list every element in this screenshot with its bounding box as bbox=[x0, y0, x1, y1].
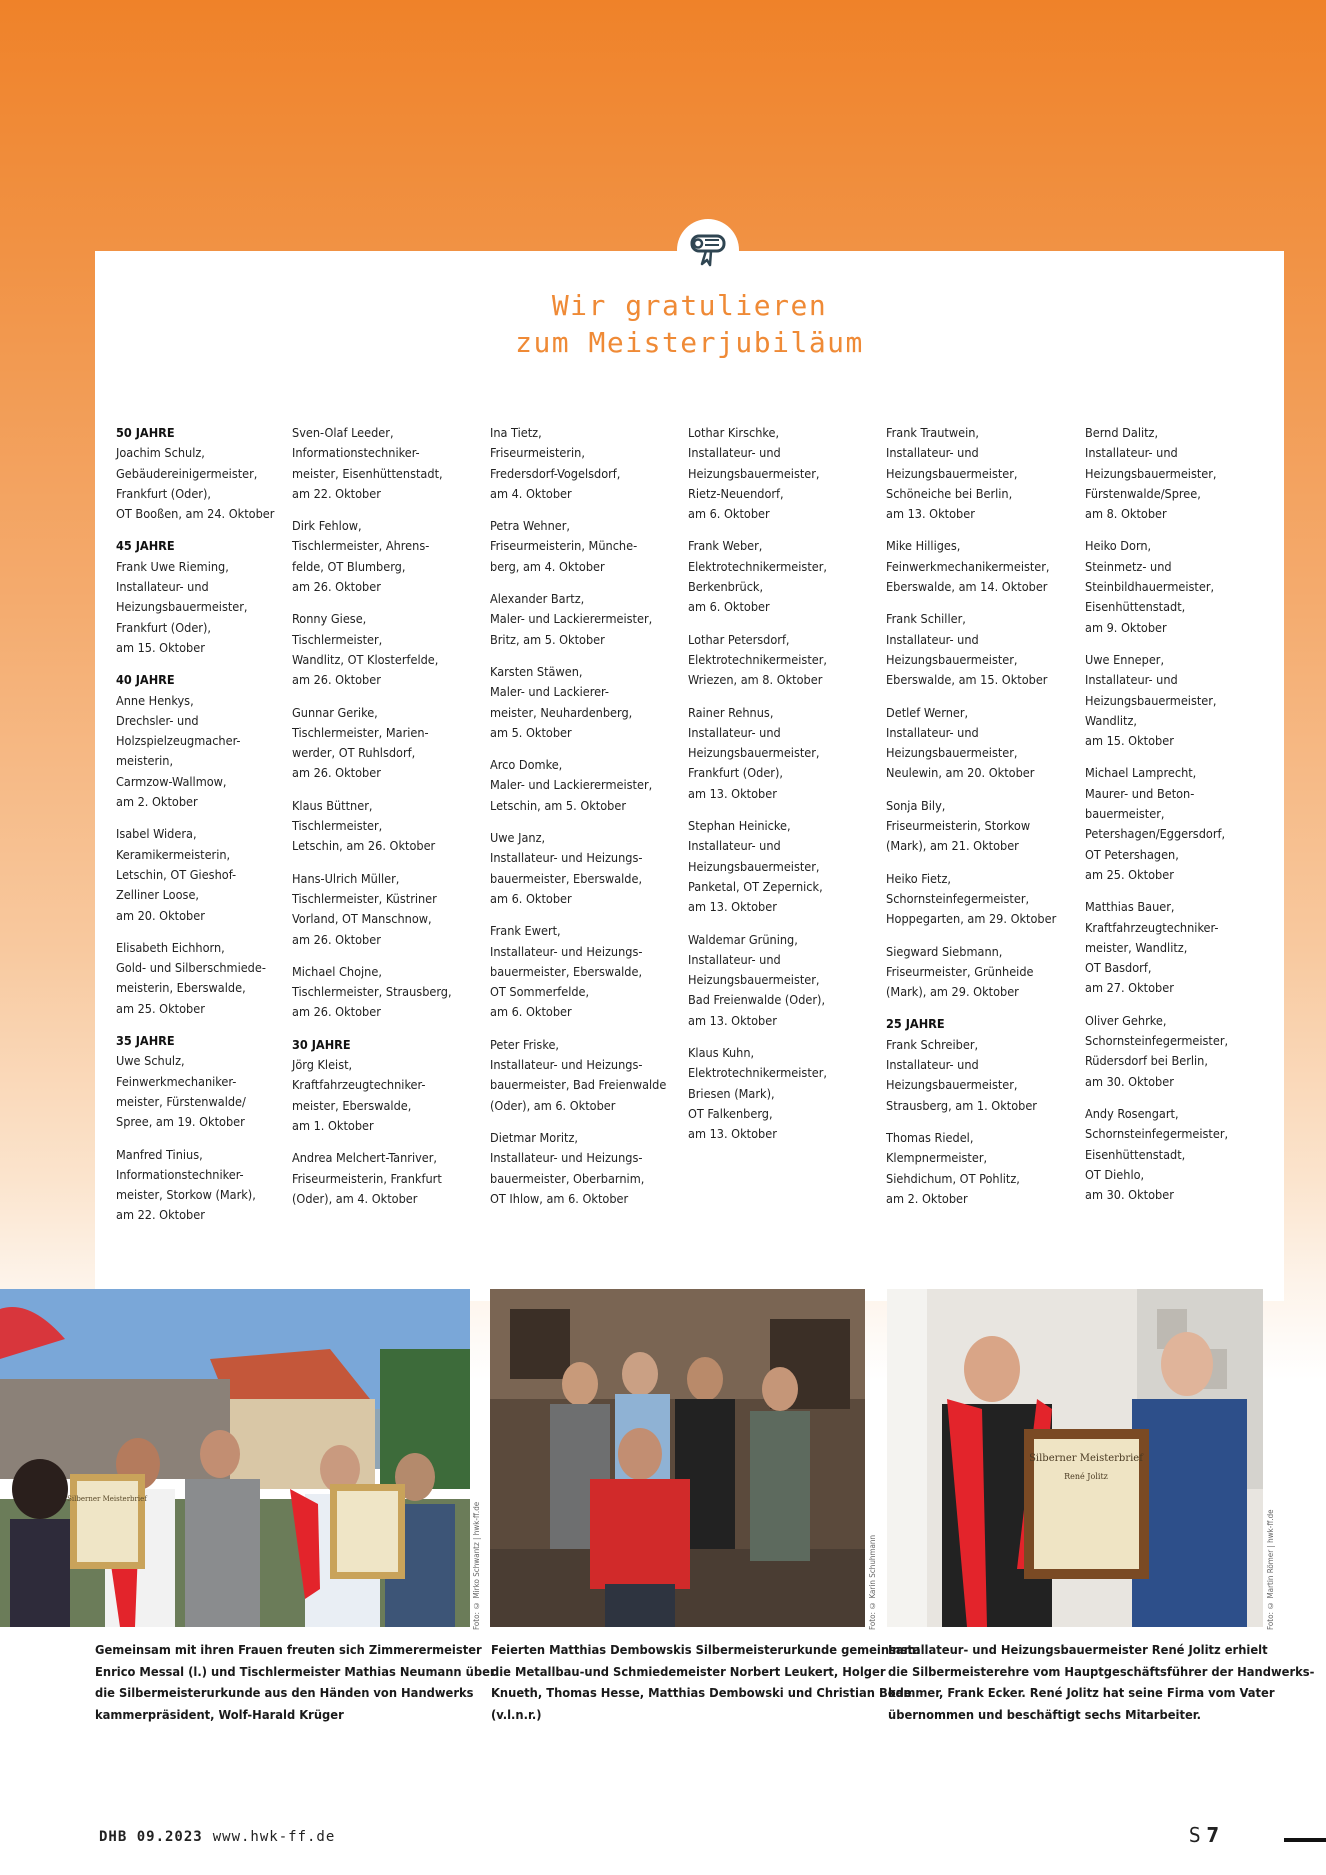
name-column bbox=[116, 423, 306, 1238]
entry-line: Heizungsbauermeister, bbox=[116, 599, 248, 615]
jubilee-entry bbox=[116, 1145, 306, 1226]
entry-line: Installateur- und bbox=[886, 1057, 979, 1073]
entry-line: Joachim Schulz, bbox=[116, 445, 205, 461]
name-column bbox=[1085, 423, 1275, 1217]
entry-line: Steinbildhauermeister, bbox=[1085, 579, 1215, 595]
entry-line: (Oder), am 4. Oktober bbox=[292, 1190, 418, 1206]
entry-line: OT Diehlo, bbox=[1085, 1166, 1145, 1182]
entry-line: Installateur- und Heizungs- bbox=[490, 1057, 643, 1073]
entry-line: Peter Friske, bbox=[490, 1036, 560, 1052]
entry-line: Installateur- und bbox=[886, 631, 979, 647]
entry-line: meister, Eisenhüttenstadt, bbox=[292, 465, 443, 481]
entry-line: meisterin, Eberswalde, bbox=[116, 980, 246, 996]
entry-line: bauermeister, Bad Freienwalde bbox=[490, 1077, 667, 1093]
jubilee-entry bbox=[116, 691, 306, 813]
entry-line: meister, Fürstenwalde/ bbox=[116, 1093, 246, 1109]
entry-line: Installateur- und bbox=[688, 724, 781, 740]
jubilee-entry bbox=[688, 816, 878, 917]
entry-line: Tischlermeister, bbox=[292, 818, 383, 834]
certificate-name-3: René Jolitz bbox=[1064, 1472, 1108, 1481]
entry-line: Eberswalde, am 15. Oktober bbox=[886, 672, 1048, 688]
entry-line: Fredersdorf-Vogelsdorf, bbox=[490, 465, 621, 481]
caption-line: die Metallbau-und Schmiedemeister Norbert Leukert, Holger bbox=[491, 1664, 886, 1680]
entry-line: Elisabeth Eichhorn, bbox=[116, 939, 225, 955]
jubilee-entry bbox=[1085, 1011, 1275, 1092]
entry-line: OT Basdorf, bbox=[1085, 960, 1152, 976]
entry-line: Frank Ewert, bbox=[490, 923, 561, 939]
entry-line: Tischlermeister, Küstriner bbox=[292, 890, 437, 906]
entry-line: am 13. Oktober bbox=[688, 899, 777, 915]
jubilee-entry bbox=[688, 423, 878, 524]
entry-line: (Mark), am 29. Oktober bbox=[886, 984, 1019, 1000]
caption-2 bbox=[491, 1640, 921, 1726]
jubilee-entry bbox=[1085, 423, 1275, 524]
entry-line: Gebäudereinigermeister, bbox=[116, 465, 258, 481]
entry-line: Installateur- und Heizungs- bbox=[490, 943, 643, 959]
entry-line: Waldemar Grüning, bbox=[688, 931, 798, 947]
entry-line: Tischlermeister, Ahrens- bbox=[292, 538, 430, 554]
jubilee-entry bbox=[116, 938, 306, 1019]
jubilee-entry bbox=[490, 1128, 680, 1209]
entry-line: meisterin, bbox=[116, 753, 174, 769]
jubilee-entry bbox=[490, 1035, 680, 1116]
jubilee-entry bbox=[886, 609, 1076, 690]
entry-line: am 5. Oktober bbox=[490, 724, 572, 740]
jubilee-entry bbox=[490, 516, 680, 577]
entry-line: Installateur- und bbox=[886, 445, 979, 461]
name-column bbox=[688, 423, 878, 1157]
entry-line: Friseurmeisterin, bbox=[490, 445, 585, 461]
entry-line: Klaus Büttner, bbox=[292, 797, 373, 813]
name-column bbox=[292, 423, 482, 1221]
entry-line: am 4. Oktober bbox=[490, 485, 572, 501]
jubilee-entry bbox=[886, 1128, 1076, 1209]
jubilee-entry bbox=[292, 703, 482, 784]
entry-line: Holzspielzeugmacher- bbox=[116, 733, 241, 749]
entry-line: Maler- und Lackierermeister, bbox=[490, 777, 653, 793]
entry-line: am 6. Oktober bbox=[688, 506, 770, 522]
jubilee-entry bbox=[490, 662, 680, 743]
entry-line: Sven-Olaf Leeder, bbox=[292, 425, 394, 440]
caption-line: Installateur- und Heizungsbauermeister René Jolitz erhielt bbox=[888, 1643, 1268, 1658]
jubilee-entry bbox=[490, 589, 680, 650]
entry-line: bauermeister, bbox=[1085, 806, 1165, 822]
entry-line: meister, Storkow (Mark), bbox=[116, 1187, 256, 1203]
entry-line: am 30. Oktober bbox=[1085, 1073, 1174, 1089]
caption-line: übernommen und beschäftigt sechs Mitarbeiter. bbox=[888, 1707, 1202, 1723]
entry-line: am 13. Oktober bbox=[688, 1012, 777, 1028]
entry-line: bauermeister, Eberswalde, bbox=[490, 963, 643, 979]
jubilee-entry bbox=[490, 755, 680, 816]
entry-line: Sonja Bily, bbox=[886, 797, 946, 813]
caption-line: Enrico Messal (l.) und Tischlermeister Mathias Neumann über bbox=[95, 1664, 496, 1680]
jubilee-entry bbox=[116, 824, 306, 925]
caption-line: die Silbermeisterehre vom Hauptgeschäftsführer der Handwerks- bbox=[888, 1664, 1315, 1680]
entry-line: Rainer Rehnus, bbox=[688, 704, 774, 720]
jubilee-heading: 45 JAHRE bbox=[116, 538, 175, 554]
name-column bbox=[886, 423, 1076, 1221]
footer-rule bbox=[1284, 1838, 1326, 1842]
entry-line: am 2. Oktober bbox=[116, 794, 198, 810]
page-title bbox=[95, 287, 1284, 361]
entry-line: Michael Chojne, bbox=[292, 963, 382, 979]
caption-line: Gemeinsam mit ihren Frauen freuten sich Zimmerermeister bbox=[95, 1643, 482, 1658]
entry-line: Stephan Heinicke, bbox=[688, 818, 791, 834]
jubilee-entry bbox=[688, 1043, 878, 1144]
entry-line: Carmzow-Wallmow, bbox=[116, 773, 227, 789]
entry-line: am 6. Oktober bbox=[490, 890, 572, 906]
jubilee-entry bbox=[1085, 897, 1275, 998]
entry-line: Heizungsbauermeister, bbox=[688, 858, 820, 874]
title-line-1: Wir gratulieren bbox=[551, 289, 828, 322]
entry-line: Installateur- und bbox=[688, 445, 781, 461]
entry-line: am 1. Oktober bbox=[292, 1117, 374, 1133]
entry-line: Siehdichum, OT Pohlitz, bbox=[886, 1170, 1020, 1186]
jubilee-entry bbox=[886, 536, 1076, 597]
entry-line: am 26. Oktober bbox=[292, 931, 381, 947]
entry-line: berg, am 4. Oktober bbox=[490, 558, 605, 574]
entry-line: Tischlermeister, Marien- bbox=[292, 724, 429, 740]
entry-line: Installateur- und bbox=[116, 579, 209, 595]
page-number-value: 7 bbox=[1206, 1823, 1219, 1847]
entry-line: am 9. Oktober bbox=[1085, 619, 1167, 635]
caption-3 bbox=[888, 1640, 1315, 1726]
entry-line: Briesen (Mark), bbox=[688, 1085, 775, 1101]
entry-line: meister, Eberswalde, bbox=[292, 1097, 412, 1113]
photo-credit-3: Foto: © Martin Römer | hwk-ff.de bbox=[1266, 1509, 1275, 1630]
entry-line: Feinwerkmechaniker- bbox=[116, 1073, 237, 1089]
entry-line: Frank Weber, bbox=[688, 538, 763, 554]
entry-line: Heiko Dorn, bbox=[1085, 538, 1152, 554]
entry-line: Gold- und Silberschmiede- bbox=[116, 960, 266, 976]
title-line-2: zum Meisterjubiläum bbox=[515, 326, 864, 359]
entry-line: Letschin, am 5. Oktober bbox=[490, 797, 626, 813]
entry-line: Installateur- und bbox=[1085, 672, 1178, 688]
entry-line: Schornsteinfegermeister, bbox=[1085, 1033, 1229, 1049]
entry-line: Ronny Giese, bbox=[292, 611, 367, 627]
jubilee-entry bbox=[886, 942, 1076, 1003]
caption-1 bbox=[95, 1640, 496, 1726]
caption-line: kammer, Frank Ecker. René Jolitz hat seine Firma vom Vater bbox=[888, 1686, 1275, 1702]
jubilee-entry bbox=[292, 609, 482, 690]
entry-line: Klaus Kuhn, bbox=[688, 1045, 755, 1061]
entry-line: Rüdersdorf bei Berlin, bbox=[1085, 1053, 1208, 1069]
jubilee-heading: 35 JAHRE bbox=[116, 1033, 175, 1049]
entry-line: am 15. Oktober bbox=[116, 639, 205, 655]
entry-line: am 30. Oktober bbox=[1085, 1187, 1174, 1203]
entry-line: Petra Wehner, bbox=[490, 518, 571, 534]
entry-line: Frank Trautwein, bbox=[886, 425, 979, 440]
jubilee-entry bbox=[490, 828, 680, 909]
jubilee-entry bbox=[116, 443, 306, 524]
caption-line: Knueth, Thomas Hesse, Matthias Dembowski und Christian Bode bbox=[491, 1686, 912, 1702]
entry-line: Andrea Melchert-Tanriver, bbox=[292, 1150, 438, 1166]
entry-line: Uwe Janz, bbox=[490, 830, 546, 846]
entry-line: Drechsler- und bbox=[116, 712, 199, 728]
entry-line: Gunnar Gerike, bbox=[292, 704, 378, 720]
entry-line: Heizungsbauermeister, bbox=[688, 465, 820, 481]
entry-line: Lothar Kirschke, bbox=[688, 425, 780, 440]
entry-line: Dirk Fehlow, bbox=[292, 518, 362, 534]
certificate-text: Silberner Meisterbrief bbox=[67, 1495, 147, 1503]
entry-line: Kraftfahrzeugtechniker- bbox=[1085, 919, 1219, 935]
jubilee-entry bbox=[688, 536, 878, 617]
entry-line: OT Petershagen, bbox=[1085, 846, 1179, 862]
jubilee-entry bbox=[1085, 650, 1275, 751]
entry-line: bauermeister, Eberswalde, bbox=[490, 870, 643, 886]
entry-line: Andy Rosengart, bbox=[1085, 1105, 1179, 1121]
entry-line: Neulewin, am 20. Oktober bbox=[886, 765, 1035, 781]
entry-line: Oliver Gehrke, bbox=[1085, 1012, 1167, 1028]
entry-line: OT Ihlow, am 6. Oktober bbox=[490, 1190, 629, 1206]
entry-line: Frank Schreiber, bbox=[886, 1036, 979, 1052]
entry-line: Eisenhüttenstadt, bbox=[1085, 599, 1186, 615]
entry-line: Heizungsbauermeister, bbox=[886, 745, 1018, 761]
entry-line: am 22. Oktober bbox=[292, 485, 381, 501]
entry-line: Alexander Bartz, bbox=[490, 591, 585, 607]
photo-credit-1: Foto: © Mirko Schwantz | hwk-ff.de bbox=[472, 1501, 481, 1630]
entry-line: Thomas Riedel, bbox=[886, 1129, 974, 1145]
jubilee-entry bbox=[688, 630, 878, 691]
entry-line: Fürstenwalde/Spree, bbox=[1085, 485, 1201, 501]
entry-line: Schornsteinfegermeister, bbox=[886, 890, 1030, 906]
entry-line: Petershagen/Eggersdorf, bbox=[1085, 826, 1226, 842]
jubilee-entry bbox=[1085, 1104, 1275, 1205]
jubilee-entry bbox=[886, 703, 1076, 784]
entry-line: Rietz-Neuendorf, bbox=[688, 485, 784, 501]
entry-line: am 2. Oktober bbox=[886, 1190, 968, 1206]
entry-line: Informationstechniker- bbox=[116, 1166, 244, 1182]
entry-line: Klempnermeister, bbox=[886, 1150, 988, 1166]
jubilee-entry bbox=[886, 1035, 1076, 1116]
photo-installateurmeister bbox=[887, 1289, 1263, 1627]
page-number bbox=[1189, 1823, 1219, 1847]
entry-line: Strausberg, am 1. Oktober bbox=[886, 1097, 1037, 1113]
entry-line: Wriezen, am 8. Oktober bbox=[688, 672, 823, 688]
jubilee-entry bbox=[116, 1051, 306, 1132]
entry-line: Friseurmeisterin, Storkow bbox=[886, 818, 1031, 834]
entry-line: Bad Freienwalde (Oder), bbox=[688, 992, 826, 1008]
entry-line: Isabel Widera, bbox=[116, 826, 197, 842]
entry-line: meister, Wandlitz, bbox=[1085, 939, 1188, 955]
photo-schmiedemeister bbox=[490, 1289, 865, 1627]
entry-line: Heizungsbauermeister, bbox=[886, 465, 1018, 481]
entry-line: Letschin, am 26. Oktober bbox=[292, 838, 436, 854]
entry-line: Friseurmeisterin, Frankfurt bbox=[292, 1170, 442, 1186]
page-prefix: S bbox=[1189, 1823, 1201, 1847]
entry-line: am 20. Oktober bbox=[116, 907, 205, 923]
entry-line: am 13. Oktober bbox=[688, 1126, 777, 1142]
entry-line: Eisenhüttenstadt, bbox=[1085, 1146, 1186, 1162]
entry-line: werder, OT Ruhlsdorf, bbox=[292, 745, 416, 761]
entry-line: Frankfurt (Oder), bbox=[688, 765, 783, 781]
entry-line: am 15. Oktober bbox=[1085, 733, 1174, 749]
entry-line: Heizungsbauermeister, bbox=[688, 745, 820, 761]
entry-line: am 25. Oktober bbox=[116, 1000, 205, 1016]
entry-line: Maurer- und Beton- bbox=[1085, 785, 1195, 801]
jubilee-entry bbox=[1085, 536, 1275, 637]
jubilee-heading: 40 JAHRE bbox=[116, 672, 175, 688]
entry-line: felde, OT Blumberg, bbox=[292, 558, 406, 574]
entry-line: am 27. Oktober bbox=[1085, 980, 1174, 996]
jubilee-heading: 25 JAHRE bbox=[886, 1016, 945, 1032]
entry-line: Installateur- und bbox=[1085, 445, 1178, 461]
certificate-text-3: Silberner Meisterbrief bbox=[1029, 1453, 1143, 1464]
entry-line: am 22. Oktober bbox=[116, 1207, 205, 1223]
entry-line: bauermeister, Oberbarnim, bbox=[490, 1170, 645, 1186]
entry-line: Bernd Dalitz, bbox=[1085, 425, 1159, 440]
entry-line: Heizungsbauermeister, bbox=[1085, 465, 1217, 481]
entry-line: am 26. Oktober bbox=[292, 579, 381, 595]
entry-line: OT Sommerfelde, bbox=[490, 984, 590, 1000]
jubilee-entry bbox=[292, 1148, 482, 1209]
jubilee-heading: 50 JAHRE bbox=[116, 425, 175, 440]
photo-zimmerermeister bbox=[0, 1289, 470, 1627]
entry-line: am 26. Oktober bbox=[292, 765, 381, 781]
jubilee-entry bbox=[1085, 763, 1275, 885]
entry-line: Installateur- und Heizungs- bbox=[490, 850, 643, 866]
entry-line: Elektrotechnikermeister, bbox=[688, 558, 827, 574]
entry-line: Britz, am 5. Oktober bbox=[490, 631, 605, 647]
entry-line: meister, Neuhardenberg, bbox=[490, 704, 633, 720]
entry-line: Hans-Ulrich Müller, bbox=[292, 870, 400, 886]
entry-line: am 6. Oktober bbox=[688, 599, 770, 615]
entry-line: Eberswalde, am 14. Oktober bbox=[886, 579, 1048, 595]
entry-line: Siegward Siebmann, bbox=[886, 943, 1003, 959]
entry-line: Informationstechniker- bbox=[292, 445, 420, 461]
entry-line: am 25. Oktober bbox=[1085, 866, 1174, 882]
entry-line: Zelliner Loose, bbox=[116, 887, 200, 903]
jubilee-entry bbox=[490, 921, 680, 1022]
entry-line: Manfred Tinius, bbox=[116, 1146, 203, 1162]
entry-line: Elektrotechnikermeister, bbox=[688, 1065, 827, 1081]
jubilee-entry bbox=[292, 1055, 482, 1136]
entry-line: Friseurmeisterin, Münche- bbox=[490, 538, 638, 554]
entry-line: Frankfurt (Oder), bbox=[116, 619, 211, 635]
entry-line: Heizungsbauermeister, bbox=[886, 651, 1018, 667]
entry-line: Schöneiche bei Berlin, bbox=[886, 485, 1013, 501]
entry-line: am 26. Oktober bbox=[292, 672, 381, 688]
entry-line: Hoppegarten, am 29. Oktober bbox=[886, 911, 1057, 927]
entry-line: Maler- und Lackierermeister, bbox=[490, 611, 653, 627]
entry-line: (Mark), am 21. Oktober bbox=[886, 838, 1019, 854]
jubilee-heading: 30 JAHRE bbox=[292, 1036, 351, 1052]
entry-line: Jörg Kleist, bbox=[292, 1057, 353, 1073]
jubilee-entry bbox=[292, 796, 482, 857]
entry-line: Keramikermeisterin, bbox=[116, 846, 231, 862]
caption-line: kammerpräsident, Wolf-Harald Krüger bbox=[95, 1707, 344, 1723]
entry-line: Frank Schiller, bbox=[886, 611, 966, 627]
jubilee-entry bbox=[292, 423, 482, 504]
caption-line: (v.l.n.r.) bbox=[491, 1707, 542, 1723]
jubilee-entry bbox=[116, 557, 306, 658]
entry-line: Michael Lamprecht, bbox=[1085, 765, 1197, 781]
jubilee-entry bbox=[886, 869, 1076, 930]
entry-line: Heizungsbauermeister, bbox=[1085, 692, 1217, 708]
caption-line: Feierten Matthias Dembowskis Silbermeisterurkunde gemeinsam: bbox=[491, 1643, 921, 1658]
entry-line: Heizungsbauermeister, bbox=[688, 972, 820, 988]
entry-line: am 8. Oktober bbox=[1085, 506, 1167, 522]
entry-line: Anne Henkys, bbox=[116, 692, 194, 708]
entry-line: Frank Uwe Rieming, bbox=[116, 558, 229, 574]
entry-line: Steinmetz- und bbox=[1085, 558, 1172, 574]
entry-line: am 26. Oktober bbox=[292, 1004, 381, 1020]
entry-line: Arco Domke, bbox=[490, 757, 563, 773]
entry-line: Schornsteinfegermeister, bbox=[1085, 1126, 1229, 1142]
entry-line: OT Booßen, am 24. Oktober bbox=[116, 506, 275, 522]
jubilee-entry bbox=[886, 423, 1076, 524]
jubilee-entry bbox=[490, 423, 680, 504]
jubilee-entry bbox=[292, 962, 482, 1023]
jubilee-entry bbox=[688, 703, 878, 804]
entry-line: am 13. Oktober bbox=[886, 506, 975, 522]
jubilee-entry bbox=[292, 869, 482, 950]
entry-line: Uwe Schulz, bbox=[116, 1053, 185, 1069]
entry-line: Kraftfahrzeugtechniker- bbox=[292, 1077, 426, 1093]
entry-line: Vorland, OT Manschnow, bbox=[292, 911, 432, 927]
entry-line: Panketal, OT Zepernick, bbox=[688, 878, 823, 894]
entry-line: Mike Hilliges, bbox=[886, 538, 961, 554]
entry-line: Wandlitz, OT Klosterfelde, bbox=[292, 651, 439, 667]
footer-issue bbox=[99, 1829, 335, 1845]
issue-label: DHB 09.2023 bbox=[99, 1829, 203, 1845]
name-column bbox=[490, 423, 680, 1221]
photo-credit-2: Foto: © Karin Schuhmann bbox=[868, 1534, 877, 1630]
entry-line: Lothar Petersdorf, bbox=[688, 631, 790, 647]
entry-line: am 13. Oktober bbox=[688, 785, 777, 801]
jubilee-entry bbox=[886, 796, 1076, 857]
entry-line: Spree, am 19. Oktober bbox=[116, 1114, 245, 1130]
entry-line: Frankfurt (Oder), bbox=[116, 485, 211, 501]
website-link[interactable]: www.hwk-ff.de bbox=[212, 1829, 336, 1845]
entry-line: Wandlitz, bbox=[1085, 712, 1137, 728]
entry-line: Matthias Bauer, bbox=[1085, 899, 1175, 915]
entry-line: Karsten Stäwen, bbox=[490, 663, 583, 679]
entry-line: Heizungsbauermeister, bbox=[886, 1077, 1018, 1093]
entry-line: Heiko Fietz, bbox=[886, 870, 951, 886]
entry-line: Installateur- und bbox=[688, 951, 781, 967]
entry-line: Tischlermeister, Strausberg, bbox=[292, 984, 452, 1000]
entry-line: (Oder), am 6. Oktober bbox=[490, 1097, 616, 1113]
title-badge bbox=[677, 219, 739, 281]
entry-line: Uwe Enneper, bbox=[1085, 651, 1165, 667]
entry-line: Installateur- und bbox=[886, 724, 979, 740]
entry-line: Installateur- und bbox=[688, 838, 781, 854]
entry-line: Maler- und Lackierer- bbox=[490, 684, 609, 700]
entry-line: Letschin, OT Gieshof- bbox=[116, 866, 237, 882]
entry-line: Feinwerkmechanikermeister, bbox=[886, 558, 1050, 574]
entry-line: Friseurmeister, Grünheide bbox=[886, 963, 1034, 979]
entry-line: Elektrotechnikermeister, bbox=[688, 651, 827, 667]
entry-line: Berkenbrück, bbox=[688, 579, 764, 595]
jubilee-entry bbox=[292, 516, 482, 597]
certificate-scroll-icon bbox=[686, 230, 730, 270]
caption-line: die Silbermeisterurkunde aus den Händen von Handwerks bbox=[95, 1686, 474, 1702]
entry-line: Tischlermeister, bbox=[292, 631, 383, 647]
entry-line: OT Falkenberg, bbox=[688, 1105, 773, 1121]
entry-line: Dietmar Moritz, bbox=[490, 1129, 579, 1145]
entry-line: am 6. Oktober bbox=[490, 1004, 572, 1020]
jubilee-entry bbox=[688, 930, 878, 1031]
entry-line: Installateur- und Heizungs- bbox=[490, 1150, 643, 1166]
entry-line: Ina Tietz, bbox=[490, 425, 542, 440]
entry-line: Detlef Werner, bbox=[886, 704, 969, 720]
